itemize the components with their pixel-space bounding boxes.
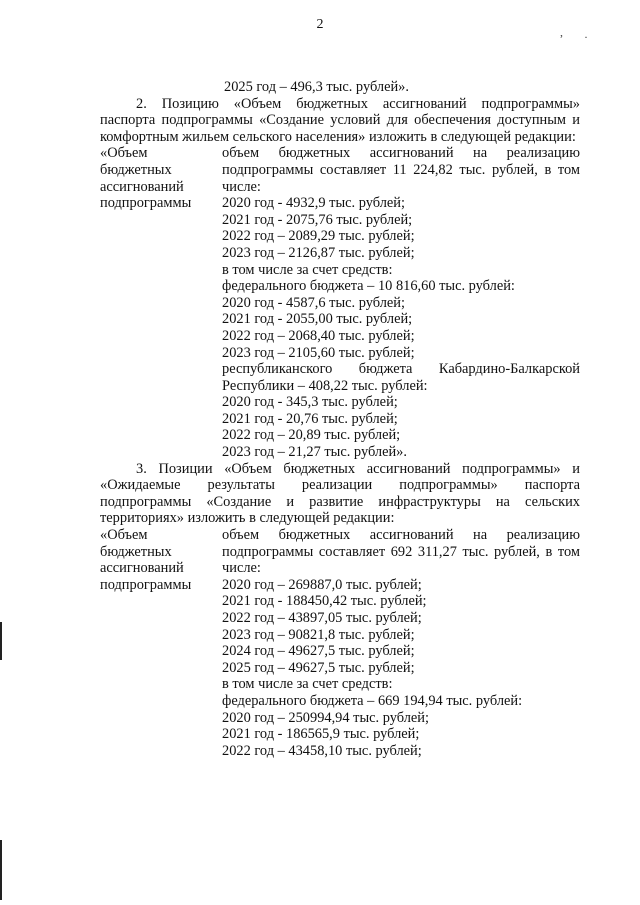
scan-mark-2: · [584,30,588,44]
table2-line: 2020 год – 250994,94 тыс. рублей; [222,709,429,726]
table2-line: 2025 год – 49627,5 тыс. рублей; [222,659,415,676]
table1-republic: республиканского бюджета Кабардино-Балкарской Республики – 408,22 тыс. рублей: [222,361,580,394]
table2-line: 2020 год – 269887,0 тыс. рублей; [222,576,422,593]
table2-label [100,527,222,759]
table1-content [222,145,580,460]
table2-line: 2021 год - 188450,42 тыс. рублей; [222,593,427,610]
table2-line: федерального бюджета – 669 194,94 тыс. рублей: [222,692,523,709]
table2-line: 2024 год – 49627,5 тыс. рублей; [222,643,415,660]
table2-label-line: подпрограммы [100,576,192,593]
table1-line: 2022 год – 2068,40 тыс. рублей; [222,327,415,344]
scan-mark-1: , [560,25,563,39]
table2-line: в том числе за счет средств: [222,676,393,693]
document-body [100,79,580,759]
scan-edge-line-1 [0,622,2,660]
table1-line: 2021 год - 2055,00 тыс. рублей; [222,311,413,328]
table1-label-line: ассигнований [100,178,184,195]
table1-line: 2022 год – 2089,29 тыс. рублей; [222,228,415,245]
table1-line: 2023 год – 2105,60 тыс. рублей; [222,344,415,361]
table1-line: 2020 год - 4932,9 тыс. рублей; [222,195,405,212]
table1-line: 2021 год - 2075,76 тыс. рублей; [222,211,413,228]
table2-line: 2021 год - 186565,9 тыс. рублей; [222,726,420,743]
scan-edge-line-2 [0,840,2,900]
table1-line: 2023 год – 2126,87 тыс. рублей; [222,244,415,261]
paragraph-3: 3. Позиции «Объем бюджетных ассигнований подпрограммы» и «Ожидаемые результаты реализации подпрограммы» паспорта подпрограммы «Создание и развитие инфраструктуры на сельских территориях» изложить в следующей редакции: [100,460,580,527]
table2-content [222,527,580,759]
table1-line: 2022 год – 20,89 тыс. рублей; [222,427,401,444]
table2-line: 2022 год – 43897,05 тыс. рублей; [222,610,422,626]
paragraph-2: 2. Позицию «Объем бюджетных ассигнований подпрограммы» паспорта подпрограммы «Создание условий для обеспечения доступным и комфортным жильем сельского населения» изложить в следующей редакции: [100,95,580,145]
table1-line: 2020 год - 345,3 тыс. рублей; [222,394,398,411]
table2-label-line: ассигнований [100,560,184,577]
table1-line: 2021 год - 20,76 тыс. рублей; [222,410,398,427]
table2-line: 2023 год – 90821,8 тыс. рублей; [222,626,415,643]
table1-label [100,145,222,460]
table1-label-line: подпрограммы [100,195,192,212]
table1-label-line: бюджетных [100,161,172,178]
page-number: 2 [316,17,324,32]
table2-label-line: бюджетных [100,543,172,560]
carryover-line: 2025 год – 496,3 тыс. рублей». [224,79,409,95]
table-budget-housing [100,145,580,460]
table1-line: федерального бюджета – 10 816,60 тыс. рублей: [222,278,515,295]
table1-label-line: «Объем [100,145,148,162]
table2-label-line: «Объем [100,527,148,544]
table2-line: 2022 год – 43458,10 тыс. рублей; [222,742,422,759]
table1-line: 2020 год - 4587,6 тыс. рублей; [222,294,405,311]
table1-line: в том числе за счет средств: [222,261,393,278]
table2-intro: объем бюджетных ассигнований на реализацию подпрограммы составляет 692 311,27 тыс. рублей, в том числе: [222,527,580,577]
table1-line: 2023 год – 21,27 тыс. рублей». [222,444,407,461]
table1-intro: объем бюджетных ассигнований на реализацию подпрограммы составляет 11 224,82 тыс. рублей, в том числе: [222,145,580,195]
table-budget-infrastructure [100,527,580,759]
